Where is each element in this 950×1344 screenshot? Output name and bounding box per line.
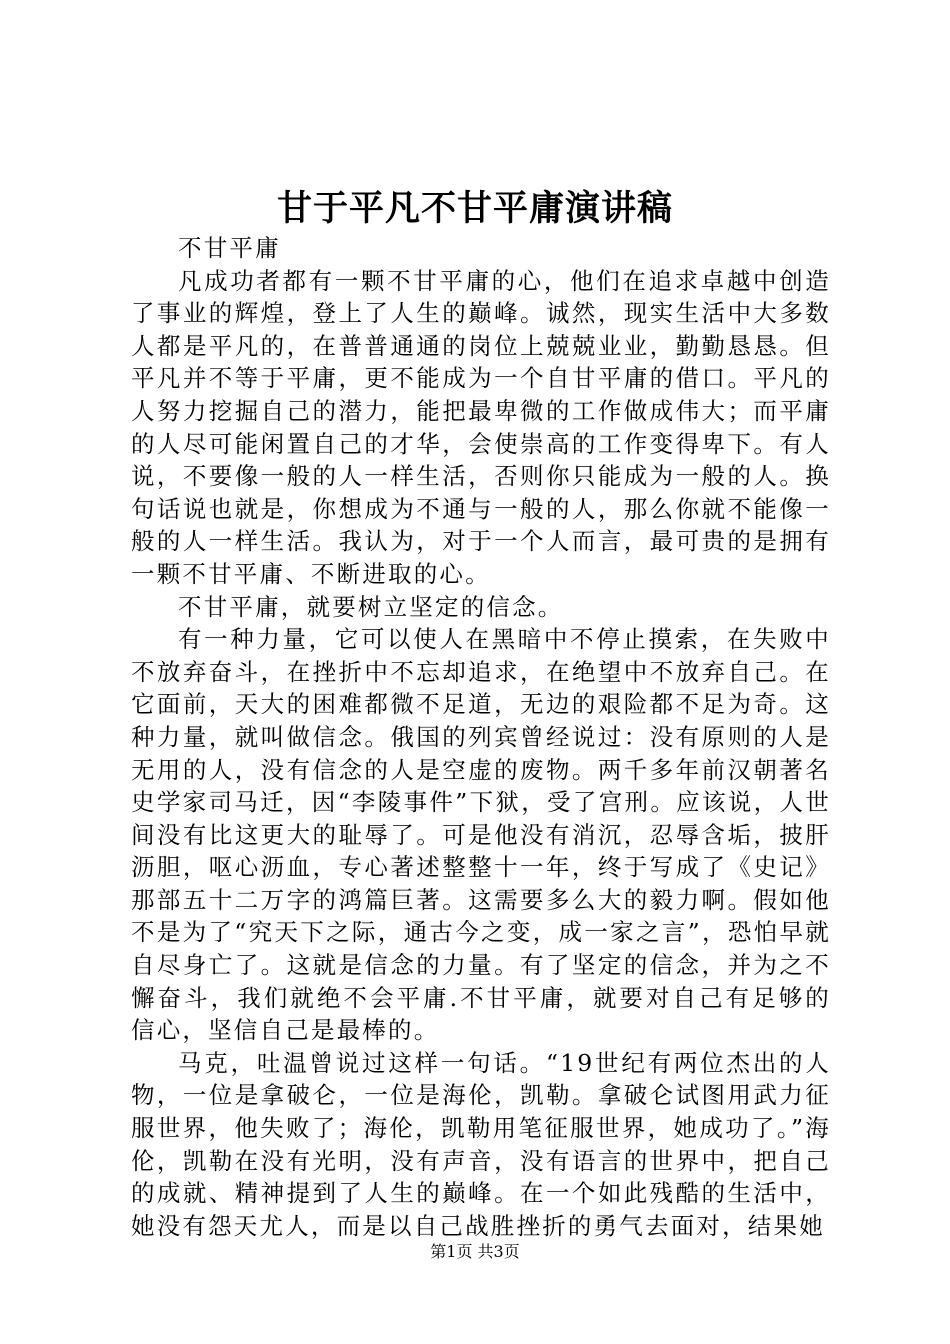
paragraph: 马克，吐温曾说过这样一句话。“19世纪有两位杰出的人物，一位是拿破仑，一位是海伦，凯勒。拿破仑试图用武力征服世界，他失败了；海伦，凯勒用笔征服世界，她成功了。”海伦，凯勒在没有光明，没有声音，没有语言的世界中，把自己的成就、精神提到了人生的巅峰。在一个如此残酷的生活中，她没有怨天尤人，而是以自己战胜挫折的勇气去面对，结果她	[131, 1048, 831, 1240]
page-number-footer: 第1页 共3页	[430, 1242, 520, 1261]
paragraph-heading: 不甘平庸	[178, 234, 281, 262]
document-title: 甘于平凡不甘平庸演讲稿	[276, 188, 673, 229]
paragraph: 不甘平庸，就要树立坚定的信念。	[178, 592, 564, 621]
document-body	[131, 232, 831, 1242]
paragraph: 凡成功者都有一颗不甘平庸的心，他们在追求卓越中创造了事业的辉煌，登上了人生的巅峰。诚然，现实生活中大多数人都是平凡的，在普普通通的岗位上兢兢业业，勤勤恳恳。但平凡并不等于平庸，更不能成为一个自甘平庸的借口。平凡的人努力挖掘自己的潜力，能把最卑微的工作做成伟大；而平庸的人尽可能闲置自己的才华，会使崇高的工作变得卑下。有人说，不要像一般的人一样生活，否则你只能成为一般的人。换句话说也就是，你想成为不通与一般的人，那么你就不能像一般的人一样生活。我认为，对于一个人而言，最可贵的是拥有一颗不甘平庸、不断进取的心。	[131, 266, 831, 588]
paragraph: 有一种力量，它可以使人在黑暗中不停止摸索，在失败中不放弃奋斗，在挫折中不忘却追求，在绝望中不放弃自己。在它面前，天大的困难都微不足道，无边的艰险都不足为奇。这种力量，就叫做信念。俄国的列宾曾经说过：没有原则的人是无用的人，没有信念的人是空虚的废物。两千多年前汉朝著名史学家司马迁，因“李陵事件”下狱，受了宫刑。应该说，人世间没有比这更大的耻辱了。可是他没有消沉，忍辱含垢，披肝沥胆，呕心沥血，专心著述整整十一年，终于写成了《史记》那部五十二万字的鸿篇巨著。这需要多么大的毅力啊。假如他不是为了“究天下之际，通古今之变，成一家之言”，恐怕早就自尽身亡了。这就是信念的力量。有了坚定的信念，并为之不懈奋斗，我们就绝不会平庸.不甘平庸，就要对自己有足够的信心，坚信自己是最棒的。	[131, 625, 831, 1045]
